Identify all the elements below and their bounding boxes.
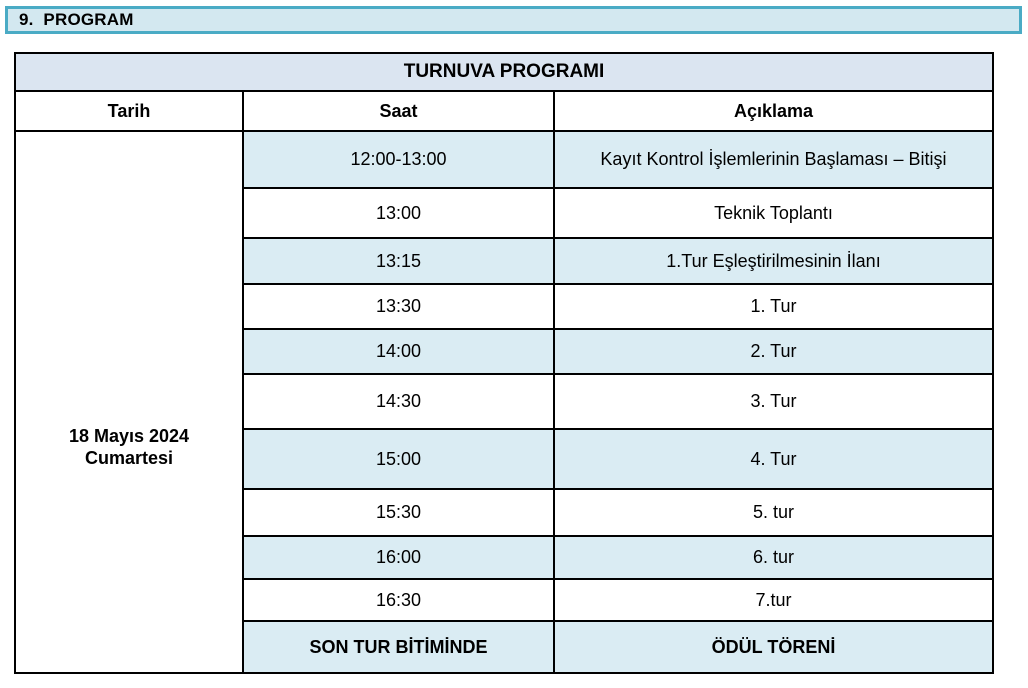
- description-cell: 1.Tur Eşleştirilmesinin İlanı: [554, 238, 993, 284]
- time-cell: 15:30: [243, 489, 554, 536]
- time-cell: 13:15: [243, 238, 554, 284]
- description-cell: Teknik Toplantı: [554, 188, 993, 238]
- description-cell: 4. Tur: [554, 429, 993, 489]
- description-cell: 3. Tur: [554, 374, 993, 429]
- time-cell: SON TUR BİTİMİNDE: [243, 621, 554, 673]
- schedule-row: [15, 131, 993, 188]
- table-title-row: [15, 53, 993, 91]
- time-cell: 14:00: [243, 329, 554, 374]
- date-line-2: Cumartesi: [84, 448, 174, 468]
- column-header-tarih: Tarih: [15, 91, 243, 131]
- table-title: TURNUVA PROGRAMI: [15, 53, 993, 91]
- description-cell: 1. Tur: [554, 284, 993, 329]
- section-header-label: 9. PROGRAM: [19, 10, 134, 29]
- date-line-1: 18 Mayıs 2024: [68, 425, 190, 446]
- time-cell: 12:00-13:00: [243, 131, 554, 188]
- time-cell: 13:30: [243, 284, 554, 329]
- tournament-program-table: [14, 52, 994, 674]
- section-header-bar: [5, 6, 1022, 34]
- date-cell: [15, 131, 243, 673]
- description-cell: ÖDÜL TÖRENİ: [554, 621, 993, 673]
- time-cell: 13:00: [243, 188, 554, 238]
- time-cell: 14:30: [243, 374, 554, 429]
- description-cell: 6. tur: [554, 536, 993, 579]
- description-cell: 5. tur: [554, 489, 993, 536]
- table-header-row: [15, 91, 993, 131]
- time-cell: 16:30: [243, 579, 554, 621]
- description-cell: Kayıt Kontrol İşlemlerinin Başlaması – Bitişi: [554, 131, 993, 188]
- time-cell: 16:00: [243, 536, 554, 579]
- description-cell: 2. Tur: [554, 329, 993, 374]
- time-cell: 15:00: [243, 429, 554, 489]
- description-cell: 7.tur: [554, 579, 993, 621]
- column-header-aciklama: Açıklama: [554, 91, 993, 131]
- column-header-saat: Saat: [243, 91, 554, 131]
